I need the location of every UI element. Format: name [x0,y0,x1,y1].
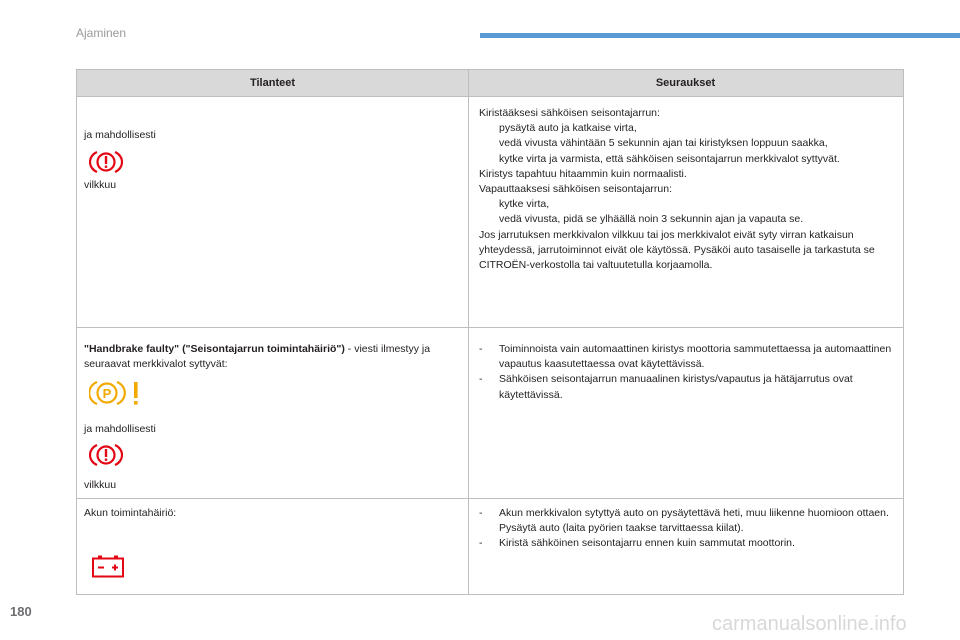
row3-right [479,506,899,552]
dash-marker: - [479,373,483,386]
list-item-text: Toiminnoista vain automaattinen kiristys moottoria sammutettaessa ja automaattinen vapautus kaasutettaessa ovat käytettävissä. [499,343,892,371]
list-item-text: Kiristä sähköinen seisontajarru ennen kuin sammutat moottorin. [499,537,795,550]
bullet-marker [479,212,499,227]
row-divider-2 [77,498,903,499]
list-item [479,121,899,136]
list-item [479,212,899,227]
header-accent-bar [480,33,960,38]
list-item-text: vedä vivusta, pidä se ylhäällä noin 3 sekunnin ajan ja vapauta se. [499,213,804,226]
list-item-text: kytke virta, [499,198,550,211]
row1-left-line1: ja mahdollisesti [84,129,156,141]
dash-marker: - [479,537,483,550]
row2-left-rest: - viesti ilmestyy ja seuraavat merkkivalot syttyvät: [84,343,431,371]
header-consequences: Seuraukset [655,77,716,89]
svg-text:P: P [102,386,112,401]
page-number: 180 [10,604,32,619]
row1-right-para: Jos jarrutuksen merkkivalon vilkkuu tai jos merkkivalot eivät syty virran katkaisun yhteydessä, jarrutoiminnot eivät ole käytössä. Pysäköi auto tasaiselle ja tarkastuta se CITROËN-verkostolla tai valtuutetulla korjaamolla. [479,228,875,272]
row2-left-line2: ja mahdollisesti [84,423,156,435]
row2-left-line3: vilkkuu [84,479,117,491]
list-item [479,136,899,151]
list-item-text: kytke virta ja varmista, että sähköisen seisontajarrun merkkivalot syttyvät. [499,152,840,165]
list-item [479,506,899,536]
section-title: Ajaminen [76,26,127,40]
row1-right-line2: Kiristys tapahtuu hitaammin kuin normaalisti. [479,167,687,180]
bullet-marker [479,152,499,167]
list-item [479,197,899,212]
row1-right [479,106,899,273]
row-divider-1 [77,327,903,328]
row2-left-text [84,342,462,372]
list-item [479,342,899,372]
row1-left-line2: vilkkuu [84,179,117,191]
table-header [77,70,903,97]
list-item [479,152,899,167]
row3-left-line: Akun toimintahäiriö: [84,507,177,519]
brake-warning-icon [89,150,123,174]
row2-right [479,342,899,403]
dash-marker: - [479,507,483,519]
column-divider [468,70,469,594]
bullet-marker [479,136,499,151]
watermark: carmanualsonline.info [712,613,907,635]
bullet-marker [479,121,499,136]
row1-right-line3: Vapauttaaksesi sähköisen seisontajarrun: [479,183,673,196]
list-item [479,372,899,402]
bullet-marker [479,197,499,212]
header-situations: Tilanteet [249,77,296,89]
list-item-text: pysäytä auto ja katkaise virta, [499,122,637,135]
list-item-text: vedä vivusta vähintään 5 sekunnin ajan tai kiristyksen loppuun saakka, [499,137,828,150]
row2-left-bold: "Handbrake faulty" ("Seisontajarrun toimintahäiriö") [84,343,345,355]
row1-right-intro: Kiristääksesi sähköisen seisontajarrun: [479,107,660,119]
list-item-text: Akun merkkivalon sytyttyä auto on pysäytettävä heti, muu liikenne huomioon ottaen. Pysäytä auto (laita pyörien taakse tarvittaessa kiilat). [499,507,889,535]
list-item-text: Sähköisen seisontajarrun manuaalinen kiristys/vapautus ja hätäjarrutus ovat käytettävissä. [499,373,853,401]
list-item [479,536,899,551]
battery-icon [91,554,125,578]
dash-marker: - [479,343,483,355]
situations-table [76,69,904,595]
parking-brake-fault-icon [89,379,145,407]
brake-warning-icon [89,443,123,467]
